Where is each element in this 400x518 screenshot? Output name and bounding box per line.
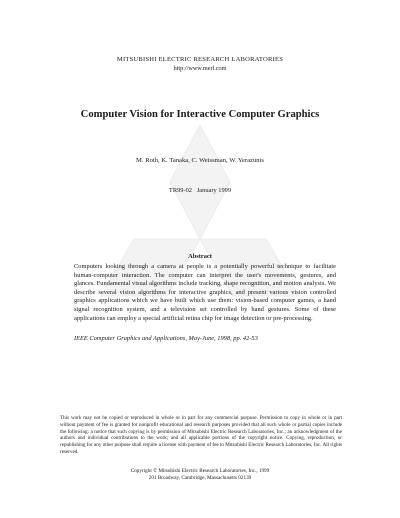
lab-name: MITSUBISHI ELECTRIC RESEARCH LABORATORIES [116, 56, 284, 63]
copyright-block [0, 468, 400, 481]
abstract-heading: Abstract [188, 253, 212, 260]
report-date: January 1999 [196, 187, 232, 194]
report-number: TR99-02 [168, 187, 192, 194]
report-info [0, 187, 400, 195]
publication-citation: IEEE Computer Graphics and Applications, May-June, 1998, pp. 42-53 [74, 335, 258, 342]
copyright-line: Copyright © Mitsubishi Electric Research Laboratories, Inc., 1999 [130, 468, 270, 474]
address-line: 201 Broadway, Cambridge, Massachusetts 02139 [148, 474, 252, 481]
abstract-body: Computers looking through a camera at people is a potentially powerful technique to facilitate human-computer interaction. The computer can interpret the user's movements, gestures, and glances. Fundamental visual algorithms include tracking, shape recognition, and motion analysis. We describe several vision algorithms for interactive graphics, and present various vision controlled graphics applications which we have built which use them: vision-based computer games, a hand signal recognition system, and a television set controlled by hand gestures. Some of these applications can employ a special artificial retina chip for image detection or pre-processing. [74, 263, 336, 322]
author-list: M. Roth, K. Tanaka, C. Weissman, W. Yerazunis [136, 157, 264, 164]
lab-url[interactable]: http://www.merl.com [173, 65, 227, 72]
paper-title: Computer Vision for Interactive Computer Graphics [80, 109, 320, 120]
copyright-notice: This work may not be copied or reproduced in whole or in part for any commercial purpose. Permission to copy in whole or in part without payment of fee is granted for nonprofit educational and research purposes provided that all such whole or partial copies include the following: a notice that such copying is by permission of Mitsubishi Electric Research Laboratories, Inc.; an acknowledgment of the authors and individual contributions to the work; and all applicable portions of the copyright notice. Copying, reproduction, or republishing for any other purpose shall require a license with payment of fee to Mitsubishi Electric Research Laboratories, Inc. All rights reserved. [60, 415, 342, 455]
